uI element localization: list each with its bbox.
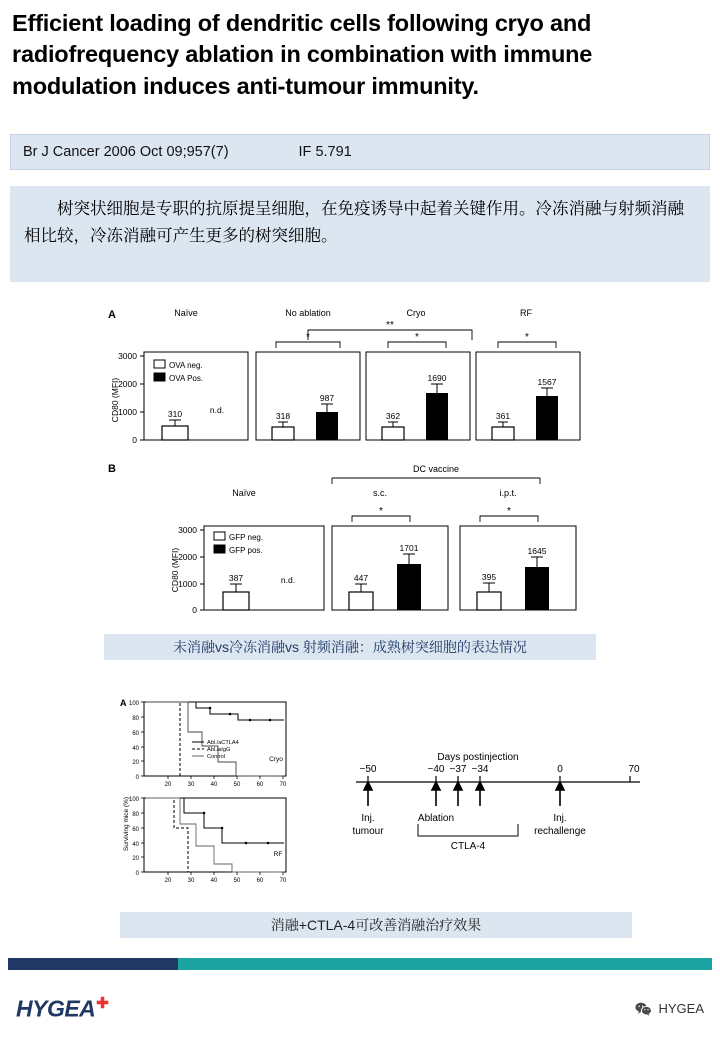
rf-xtick-70: 70 [279, 878, 287, 884]
panel-a-value-cryo-pos: 1690 [427, 373, 447, 383]
timeline-annotation-inj-tumour-line2: tumour [352, 826, 384, 837]
rf-ytick-80: 80 [132, 812, 139, 818]
panel-b-value-naive-neg: 387 [228, 573, 244, 583]
rf-ytick-60: 60 [132, 827, 139, 833]
figure-2-caption: 消融+CTLA-4可改善消融治疗效果 [120, 912, 632, 938]
brand-logo-text: HYGEA [16, 995, 96, 1022]
rf-ytick-0: 0 [135, 871, 139, 877]
panel-b-value-sc-neg: 447 [353, 573, 369, 583]
cryo-xtick-20: 20 [164, 782, 172, 788]
citation-source: Br J Cancer 2006 Oct 09;957(7) [23, 144, 229, 160]
panel-a-group-label-naive: Naïve [174, 308, 198, 318]
footer-bar-navy [8, 958, 178, 970]
rf-ytick-20: 20 [132, 856, 139, 862]
cryo-xtick-40: 40 [210, 782, 218, 788]
timeline-annotation-inj-tumour-line1: Inj. [361, 813, 375, 824]
page-title: Efficient loading of dendritic cells following cryo and radiofrequency ablation in combination with immune modulation induces anti-tumour immunity. [12, 10, 593, 99]
cryo-subplot-label: Cryo [269, 756, 283, 763]
panel-a-sig-rf: * [525, 332, 529, 343]
figure-2-panel-label: A [120, 698, 127, 708]
panel-b-legend-gfp-pos: GFP pos. [229, 546, 263, 555]
panel-b-sig-sc: * [379, 506, 383, 517]
panel-a-ytick-3000: 3000 [118, 351, 137, 361]
rf-xtick-30: 30 [187, 878, 195, 884]
panel-a-group-label-no-ablation: No ablation [285, 308, 331, 318]
panel-a-value-rf-pos: 1567 [537, 377, 557, 387]
timeline-tick-minus40: −40 [427, 764, 445, 775]
timeline-annotation-ctla4: CTLA-4 [450, 841, 486, 852]
panel-b-group-label-sc: s.c. [372, 488, 388, 498]
brand-logo [16, 994, 108, 1023]
timeline-tick-minus50: −50 [359, 764, 377, 775]
panel-b-plot-naive [204, 526, 324, 610]
panel-a-sig-no-ablation: * [306, 332, 310, 343]
rf-ytick-100: 100 [128, 797, 139, 803]
panel-a-group-label-rf: RF [520, 308, 532, 318]
panel-a-y-axis-label: CD80 (MFI) [110, 377, 120, 423]
panel-a-ytick-0: 0 [132, 435, 137, 445]
rf-xtick-50: 50 [233, 878, 241, 884]
summary-text: 树突状细胞是专职的抗原提呈细胞，在免疫诱导中起着关键作用。冷冻消融与射频消融相比较，冷冻消融可产生更多的树突细胞。 [24, 200, 684, 245]
rf-xtick-40: 40 [210, 878, 218, 884]
cryo-xtick-50: 50 [233, 782, 241, 788]
timeline-tick-minus37: −37 [449, 764, 467, 775]
survival-plot-rf [123, 797, 287, 884]
panel-a-value-noabl-pos: 987 [319, 393, 335, 403]
cryo-xtick-60: 60 [256, 782, 264, 788]
panel-b-header-dc-vaccine: DC vaccine [412, 464, 460, 474]
panel-a-value-cryo-neg: 362 [385, 411, 401, 421]
panel-b-ytick-0: 0 [192, 605, 197, 615]
timeline-tick-0: 0 [557, 764, 563, 775]
figure-1-caption: 未消融vs冷冻消融vs 射频消融：成熟树突细胞的表达情况 [104, 634, 596, 660]
panel-b-ytick-3000: 3000 [178, 525, 197, 535]
timeline-tick-70: 70 [628, 764, 640, 775]
timeline-annotation-inj-rechallenge-line1: Inj. [553, 813, 567, 824]
rf-subplot-label: RF [273, 851, 283, 858]
timeline-tick-minus34: −34 [471, 764, 489, 775]
panel-b-group-label-ipt: i.p.t. [499, 488, 517, 498]
panel-a-ytick-2000: 2000 [118, 379, 137, 389]
cryo-ytick-20: 20 [132, 760, 139, 766]
panel-b-ytick-2000: 2000 [178, 552, 197, 562]
panel-b-sig-ipt: * [507, 506, 511, 517]
panel-a-y-axis [110, 351, 144, 445]
panel-b-legend-gfp-neg: GFP neg. [229, 533, 264, 542]
panel-b-value-ipt-neg: 395 [481, 572, 497, 582]
panel-a-nd-naive: n.d. [209, 405, 225, 415]
legend-abl-aigg: Abl./aIgG [207, 747, 231, 753]
panel-a-plot-no-ablation [256, 352, 360, 440]
cryo-xtick-30: 30 [187, 782, 195, 788]
panel-a-plot-rf [476, 352, 580, 440]
footer-bar-teal [178, 958, 712, 970]
panel-b-label: B [108, 463, 116, 475]
legend-control: Control [207, 754, 226, 760]
rf-xtick-60: 60 [256, 878, 264, 884]
figure-1-dc-loading [104, 300, 616, 620]
panel-b-nd-naive: n.d. [280, 575, 296, 585]
rf-ytick-40: 40 [132, 842, 139, 848]
panel-a-sig-cryo: * [415, 332, 419, 343]
cryo-ytick-100: 100 [128, 701, 139, 707]
panel-a-plot-cryo [366, 352, 470, 440]
panel-b-group-label-naive: Naïve [232, 488, 256, 498]
panel-b-plot-sc [332, 526, 448, 610]
panel-b-value-sc-pos: 1701 [399, 543, 419, 553]
wechat-icon [635, 1002, 652, 1016]
panel-b-y-axis-label: CD80 (MFI) [170, 547, 180, 593]
panel-b-ytick-1000: 1000 [178, 579, 197, 589]
panel-a-group-label-cryo: Cryo [406, 308, 426, 318]
timeline-annotation-inj-rechallenge-line2: rechallenge [534, 826, 586, 837]
figure-2-y-axis-label: Surviving mice (%) [123, 796, 130, 852]
wechat-account [635, 1001, 704, 1016]
timeline-days-postinjection [352, 752, 640, 852]
panel-a-value-naive-neg: 310 [167, 409, 183, 419]
panel-a-label: A [108, 309, 116, 321]
panel-a-value-noabl-neg: 318 [275, 411, 291, 421]
figure-1-svg [104, 300, 616, 620]
survival-plot-cryo [129, 701, 287, 788]
summary-box [10, 186, 710, 282]
cryo-ytick-60: 60 [132, 731, 139, 737]
legend-abl-actla4: Abl./aCTLA4 [207, 740, 239, 746]
medical-cross-icon: ✚ [96, 995, 109, 1012]
panel-a-plot-naive [144, 352, 248, 440]
panel-a-sig-cryo-vs-noabl: ** [386, 320, 394, 331]
citation-bar [10, 134, 710, 170]
figure-2-survival-timeline [118, 694, 678, 904]
panel-b-plot-ipt [460, 526, 576, 610]
wechat-label: HYGEA [658, 1001, 704, 1016]
figure-2-svg [118, 694, 678, 904]
cryo-xtick-70: 70 [279, 782, 287, 788]
wechat-icon-svg [635, 1002, 652, 1016]
cryo-ytick-80: 80 [132, 716, 139, 722]
cryo-ytick-40: 40 [132, 746, 139, 752]
cryo-ytick-0: 0 [135, 775, 139, 781]
rf-xtick-20: 20 [164, 878, 172, 884]
panel-a-legend-ova-neg: OVA neg. [169, 361, 203, 370]
timeline-title: Days postinjection [437, 752, 519, 763]
panel-b-y-axis [170, 525, 204, 615]
timeline-arrows [364, 782, 564, 806]
citation-impact-factor: IF 5.791 [298, 144, 352, 160]
panel-a-value-rf-neg: 361 [495, 411, 511, 421]
panel-b-value-ipt-pos: 1645 [527, 546, 547, 556]
panel-a-ytick-1000: 1000 [118, 407, 137, 417]
timeline-annotation-ablation: Ablation [417, 813, 455, 824]
survival-legend [192, 740, 239, 760]
panel-a-legend-ova-pos: OVA Pos. [169, 374, 204, 383]
